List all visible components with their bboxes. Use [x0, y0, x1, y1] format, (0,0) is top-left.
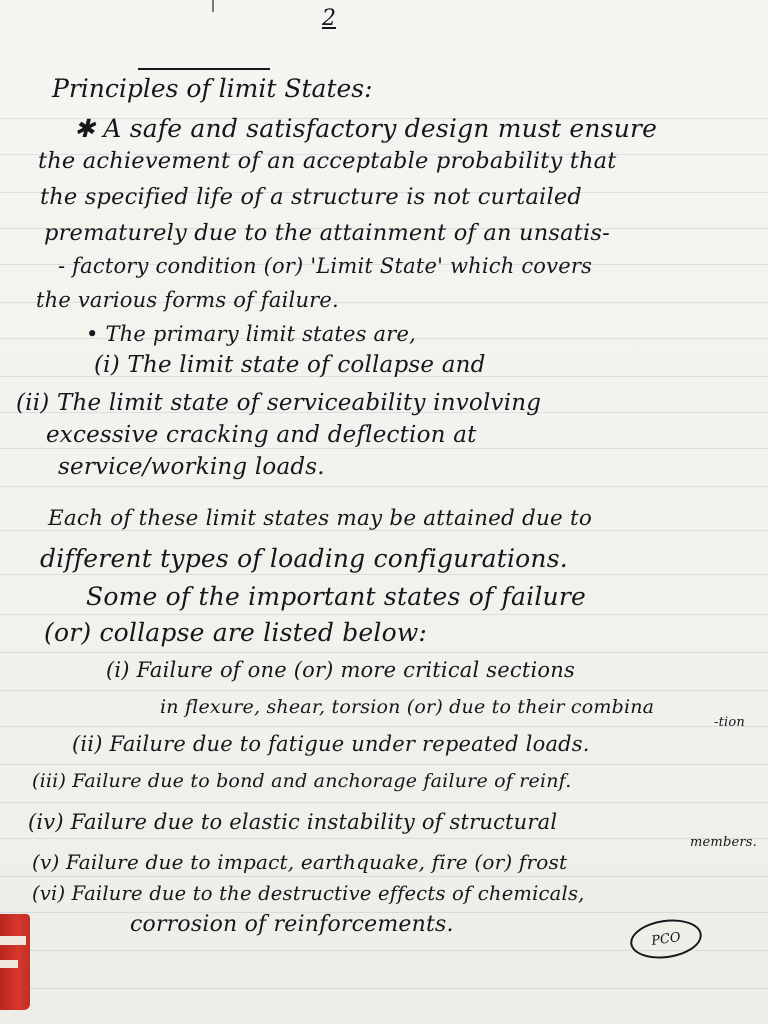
text-line: (or) collapse are listed below:: [44, 618, 428, 647]
ruled-line: [0, 486, 768, 487]
page-number: 2: [322, 6, 336, 31]
text-line: Some of the important states of failure: [86, 582, 586, 611]
text-line: in flexure, shear, torsion (or) due to their combina: [160, 696, 655, 718]
ruled-line: [0, 988, 768, 989]
text-line: -tion: [714, 715, 745, 730]
ruled-line: [0, 614, 768, 615]
ruled-line: [0, 764, 768, 765]
text-line: (v) Failure due to impact, earthquake, fire (or) frost: [32, 850, 568, 874]
text-line: ✱ A safe and satisfactory design must ensure: [74, 114, 658, 143]
page-edge-mark: [212, 0, 214, 12]
text-line: (iv) Failure due to elastic instability of structural: [28, 810, 558, 834]
text-line: - factory condition (or) 'Limit State' which covers: [58, 254, 593, 278]
text-line: service/working loads.: [58, 454, 325, 480]
heading-overline: [138, 68, 270, 70]
text-line: the achievement of an acceptable probability that: [38, 148, 617, 174]
text-line: (ii) Failure due to fatigue under repeated loads.: [72, 732, 590, 756]
red-object-corner: [0, 914, 30, 1010]
text-line: excessive cracking and deflection at: [46, 422, 477, 448]
ruled-line: [0, 690, 768, 691]
text-line: (i) Failure of one (or) more critical sections: [106, 658, 575, 682]
text-line: prematurely due to the attainment of an unsatis-: [44, 220, 610, 246]
text-line: (vi) Failure due to the destructive effects of chemicals,: [32, 882, 585, 905]
ruled-line: [0, 726, 768, 727]
ruled-line: [0, 448, 768, 449]
ruled-line: [0, 652, 768, 653]
initials-stamp: [628, 915, 705, 963]
ruled-line: [0, 574, 768, 575]
text-line: different types of loading configurations.: [40, 544, 568, 573]
text-line: the specified life of a structure is not curtailed: [40, 184, 582, 210]
ruled-line: [0, 876, 768, 877]
ruled-line: [0, 838, 768, 839]
ruled-line: [0, 802, 768, 803]
stamp-text: PCO: [650, 929, 682, 949]
text-line: (i) The limit state of collapse and: [94, 352, 486, 378]
text-line: the various forms of failure.: [36, 288, 339, 312]
text-line: members.: [690, 835, 757, 850]
text-line: (iii) Failure due to bond and anchorage failure of reinf.: [32, 770, 572, 792]
text-line: (ii) The limit state of serviceability involving: [16, 390, 542, 416]
page-heading: Principles of limit States:: [52, 74, 373, 103]
text-line: Each of these limit states may be attained due to: [48, 506, 593, 531]
text-line: • The primary limit states are,: [86, 322, 416, 346]
text-line: corrosion of reinforcements.: [130, 912, 454, 937]
